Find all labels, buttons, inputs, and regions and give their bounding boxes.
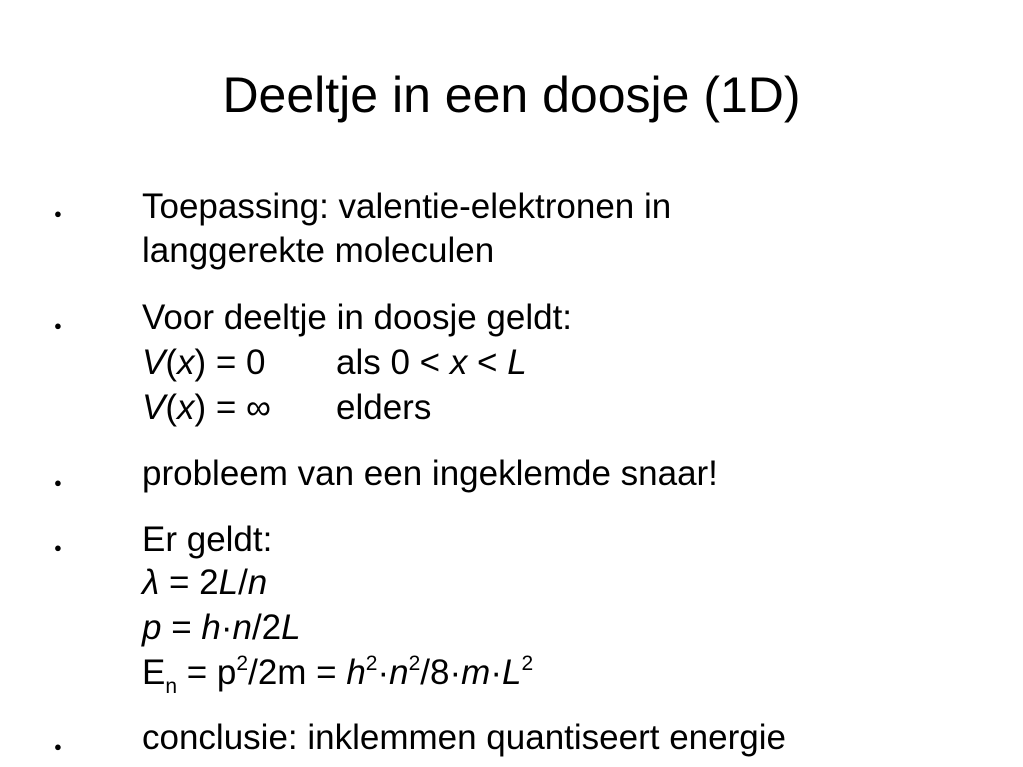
bullet-icon: ● <box>54 318 62 333</box>
potential-formula: V(x) = ∞ <box>142 388 272 427</box>
bullet-icon: ● <box>54 540 62 555</box>
potential-outside-row <box>142 386 432 430</box>
energy-formula: $E_n = p^2/2m = h^2\cdot n^2/8\cdot m\cdot L^2$ <box>142 652 534 698</box>
bullet-2-line-1: Voor deeltje in doosje geldt: <box>142 298 573 337</box>
bullet-icon: ● <box>54 475 62 490</box>
wavelength-formula: λ = 2L/n <box>142 563 268 602</box>
potential-inside-row <box>142 341 527 385</box>
bullet-1-line-1: Toepassing: valentie-elektronen in <box>142 187 672 226</box>
slide-title: Deeltje in een doosje (1D) <box>222 67 801 123</box>
bullet-icon: ● <box>54 739 62 754</box>
bullet-1-line-2: langgerekte moleculen <box>142 231 495 270</box>
potential-condition: als 0 < x < L <box>336 343 527 382</box>
momentum-formula: p = h·n/2L <box>142 608 301 647</box>
bullet-5-line-1: conclusie: inklemmen quantiseert energie <box>142 718 786 757</box>
potential-formula: V(x) = 0 <box>142 343 266 382</box>
bullet-icon: ● <box>54 206 62 221</box>
potential-condition: elders <box>336 388 432 427</box>
bullet-4-line-1: Er geldt: <box>142 520 273 559</box>
bullet-3-line-1: probleem van een ingeklemde snaar! <box>142 454 718 493</box>
